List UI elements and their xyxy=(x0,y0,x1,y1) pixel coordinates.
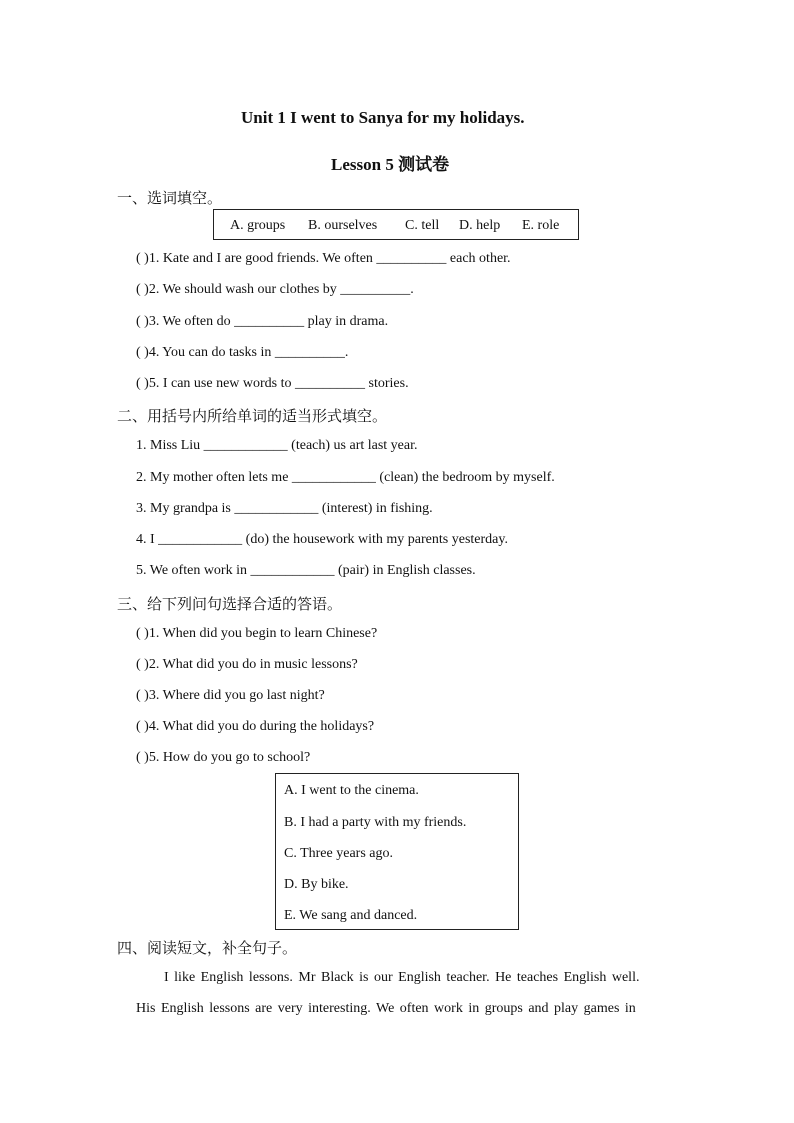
form-item: 3. My grandpa is ____________ (interest) in fishing. xyxy=(136,501,433,516)
word-option: E. role xyxy=(522,218,560,233)
answer-option: A. I went to the cinema. xyxy=(284,783,419,798)
answer-option: E. We sang and danced. xyxy=(284,908,418,923)
lesson-subtitle: Lesson 5 测试卷 xyxy=(331,155,450,174)
answer-option: D. By bike. xyxy=(284,877,349,892)
section2-heading: 二、用括号内所给单词的适当形式填空。 xyxy=(117,407,388,425)
section1-heading: 一、选词填空。 xyxy=(117,189,223,207)
fill-item: ( )1. Kate and I are good friends. We often __________ each other. xyxy=(136,251,511,266)
word-option: D. help xyxy=(459,218,501,233)
fill-item: ( )2. We should wash our clothes by __________. xyxy=(136,282,414,297)
form-item: 4. I ____________ (do) the housework with my parents yesterday. xyxy=(136,532,508,547)
fill-item: ( )5. I can use new words to __________ stories. xyxy=(136,376,409,391)
section4-heading: 四、阅读短文，补全句子。 xyxy=(117,939,298,957)
fill-item: ( )4. You can do tasks in __________. xyxy=(136,345,349,360)
passage-line: His English lessons are very interesting. We often work in groups and play games in xyxy=(136,1001,636,1016)
question-item: ( )4. What did you do during the holidays? xyxy=(136,719,375,734)
page-title: Unit 1 I went to Sanya for my holidays. xyxy=(241,108,525,127)
question-item: ( )2. What did you do in music lessons? xyxy=(136,657,358,672)
section3-heading: 三、给下列问句选择合适的答语。 xyxy=(117,595,343,613)
question-item: ( )3. Where did you go last night? xyxy=(136,688,325,703)
answer-option: B. I had a party with my friends. xyxy=(284,815,467,830)
question-item: ( )5. How do you go to school? xyxy=(136,750,311,765)
word-option: B. ourselves xyxy=(308,218,378,233)
form-item: 1. Miss Liu ____________ (teach) us art last year. xyxy=(136,438,418,453)
word-option: C. tell xyxy=(405,218,440,233)
form-item: 5. We often work in ____________ (pair) in English classes. xyxy=(136,563,476,578)
passage-line: I like English lessons. Mr Black is our English teacher. He teaches English well. xyxy=(164,970,640,985)
form-item: 2. My mother often lets me ____________ (clean) the bedroom by myself. xyxy=(136,470,555,485)
answer-option: C. Three years ago. xyxy=(284,846,393,861)
fill-item: ( )3. We often do __________ play in drama. xyxy=(136,314,389,329)
question-item: ( )1. When did you begin to learn Chinese? xyxy=(136,626,378,641)
word-option: A. groups xyxy=(230,218,286,233)
word-bank-box xyxy=(213,209,579,240)
answer-options-box xyxy=(275,773,519,930)
